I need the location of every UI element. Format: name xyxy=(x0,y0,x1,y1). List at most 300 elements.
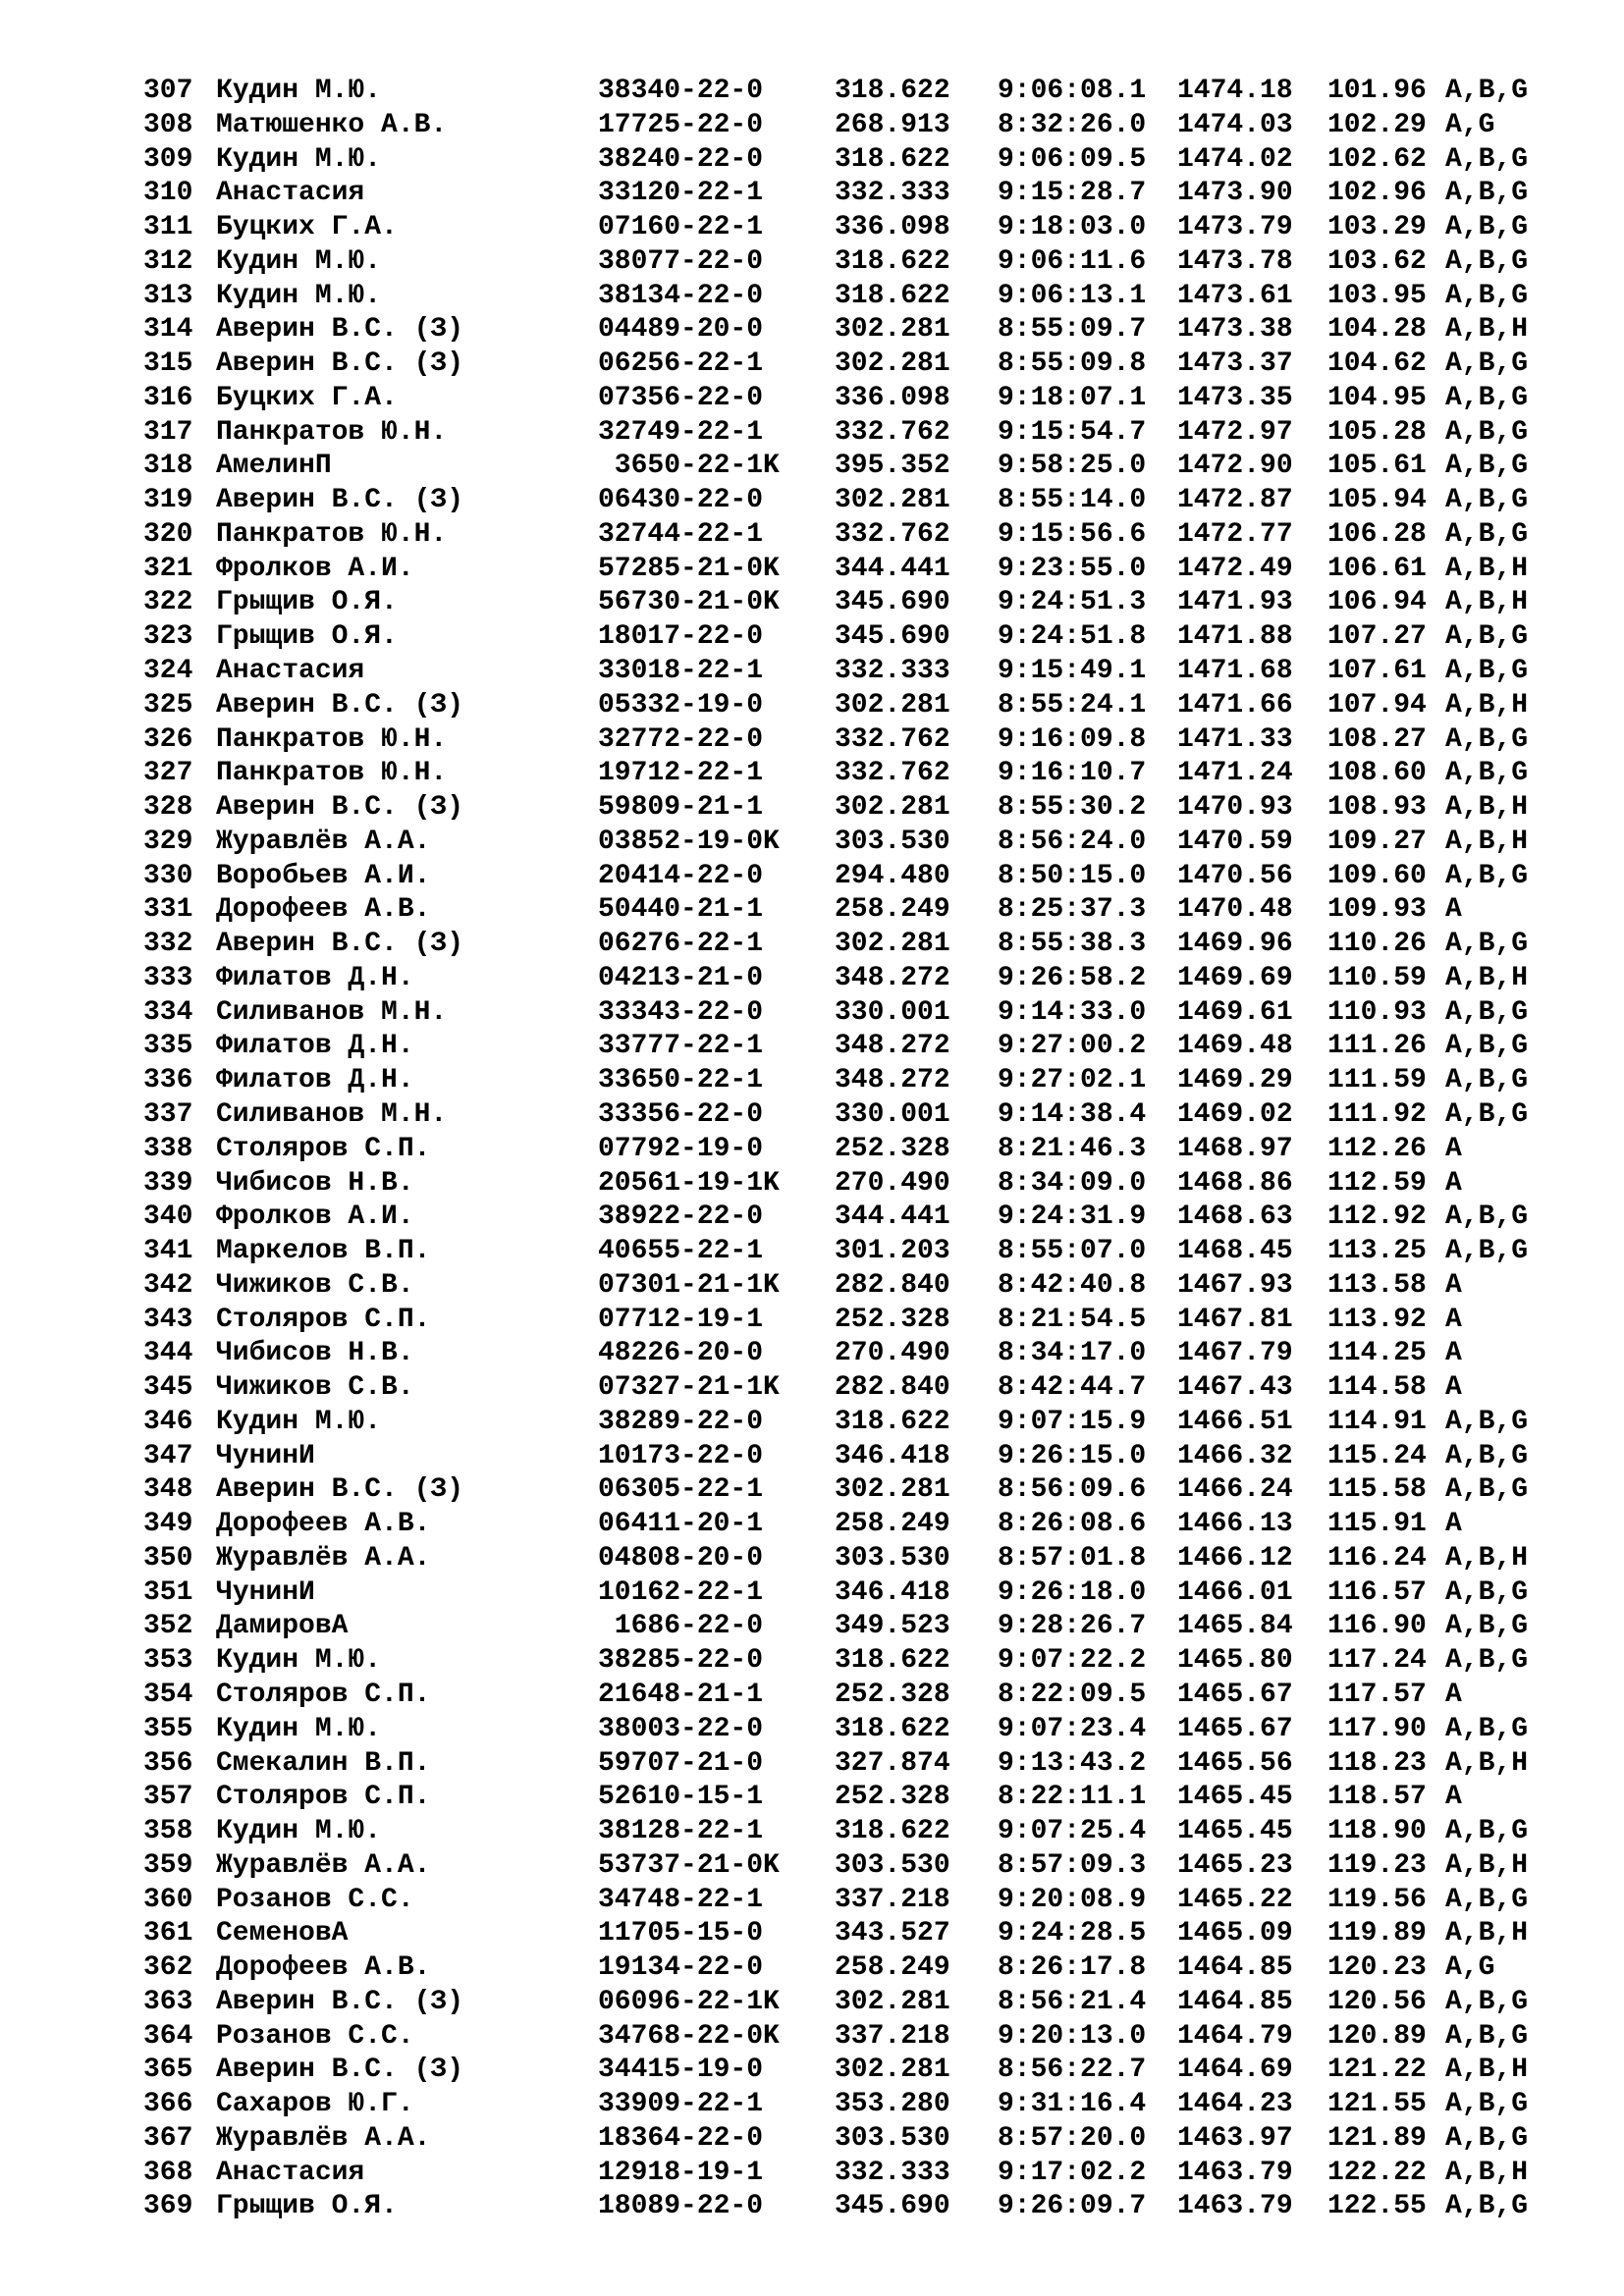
fancier-name-cell: Аверин В.С. (З) xyxy=(216,1474,464,1506)
groups-cell: A,B,H xyxy=(1445,553,1529,584)
fancier-name-cell: Чибисов Н.В. xyxy=(216,1338,414,1369)
table-row xyxy=(0,1440,1624,1474)
table-row xyxy=(0,1679,1624,1713)
distance-cell: 330.001 xyxy=(835,1098,950,1130)
arrival-time-cell: 8:21:54.5 xyxy=(998,1304,1147,1335)
arrival-time-cell: 9:18:07.1 xyxy=(998,382,1147,413)
fancier-name-cell: Силиванов М.Н. xyxy=(216,1098,448,1130)
arrival-time-cell: 9:06:08.1 xyxy=(998,76,1147,106)
arrival-time-cell: 9:27:00.2 xyxy=(998,1031,1147,1062)
ring-number-cell: 20414-22-0 xyxy=(598,860,764,891)
table-row xyxy=(0,1133,1624,1167)
fancier-name-cell: Журавлёв А.А. xyxy=(216,1849,431,1881)
coefficient-cell: 107.27 xyxy=(1327,621,1427,653)
distance-cell: 302.281 xyxy=(835,1986,950,2017)
fancier-name-cell: Грыщив О.Я. xyxy=(216,2191,398,2222)
ring-number-cell: 06305-22-1 xyxy=(598,1474,764,1506)
arrival-time-cell: 8:56:24.0 xyxy=(998,826,1147,857)
coefficient-cell: 117.24 xyxy=(1327,1645,1427,1677)
groups-cell: A,B,G xyxy=(1445,2020,1529,2052)
ring-number-cell: 07327-21-1K xyxy=(598,1372,780,1404)
fancier-name-cell: СеменовА xyxy=(216,1918,349,1949)
groups-cell: A,G xyxy=(1445,109,1495,140)
ring-number-cell: 06276-22-1 xyxy=(598,929,764,960)
coefficient-cell: 101.96 xyxy=(1327,76,1427,106)
distance-cell: 318.622 xyxy=(835,1406,950,1437)
place-cell: 307 xyxy=(143,76,193,106)
fancier-name-cell: Журавлёв А.А. xyxy=(216,1542,431,1574)
arrival-time-cell: 8:42:40.8 xyxy=(998,1269,1147,1301)
place-cell: 355 xyxy=(143,1713,193,1744)
place-cell: 327 xyxy=(143,758,193,789)
table-row xyxy=(0,109,1624,143)
place-cell: 310 xyxy=(143,178,193,209)
groups-cell: A,B,G xyxy=(1445,2191,1529,2222)
fancier-name-cell: Панкратов Ю.Н. xyxy=(216,416,448,448)
groups-cell: A,B,H xyxy=(1445,587,1529,618)
groups-cell: A,B,G xyxy=(1445,2089,1529,2120)
arrival-time-cell: 8:32:26.0 xyxy=(998,109,1147,140)
arrival-time-cell: 9:20:08.9 xyxy=(998,1884,1147,1915)
distance-cell: 268.913 xyxy=(835,109,950,140)
fancier-name-cell: Филатов Д.Н. xyxy=(216,1031,414,1062)
place-cell: 334 xyxy=(143,996,193,1028)
coefficient-cell: 106.61 xyxy=(1327,553,1427,584)
fancier-name-cell: Грыщив О.Я. xyxy=(216,587,398,618)
fancier-name-cell: Кудин М.Ю. xyxy=(216,143,382,175)
fancier-name-cell: Аверин В.С. (З) xyxy=(216,689,464,721)
speed-cell: 1472.49 xyxy=(1177,553,1293,584)
ring-number-cell: 07712-19-1 xyxy=(598,1304,764,1335)
groups-cell: A,B,G xyxy=(1445,1236,1529,1267)
coefficient-cell: 103.62 xyxy=(1327,245,1427,277)
fancier-name-cell: Дорофеев А.В. xyxy=(216,894,431,926)
ring-number-cell: 18089-22-0 xyxy=(598,2191,764,2222)
speed-cell: 1465.56 xyxy=(1177,1747,1293,1779)
ring-number-cell: 32772-22-0 xyxy=(598,723,764,755)
place-cell: 328 xyxy=(143,792,193,824)
coefficient-cell: 109.60 xyxy=(1327,860,1427,891)
table-row xyxy=(0,347,1624,382)
ring-number-cell: 04489-20-0 xyxy=(598,314,764,346)
place-cell: 369 xyxy=(143,2191,193,2222)
place-cell: 340 xyxy=(143,1201,193,1233)
speed-cell: 1472.97 xyxy=(1177,416,1293,448)
distance-cell: 336.098 xyxy=(835,212,950,243)
distance-cell: 345.690 xyxy=(835,2191,950,2222)
distance-cell: 336.098 xyxy=(835,382,950,413)
arrival-time-cell: 8:55:07.0 xyxy=(998,1236,1147,1267)
distance-cell: 270.490 xyxy=(835,1338,950,1369)
place-cell: 322 xyxy=(143,587,193,618)
speed-cell: 1470.48 xyxy=(1177,894,1293,926)
coefficient-cell: 120.89 xyxy=(1327,2020,1427,2052)
groups-cell: A,B,G xyxy=(1445,929,1529,960)
coefficient-cell: 111.59 xyxy=(1327,1065,1427,1096)
arrival-time-cell: 8:57:20.0 xyxy=(998,2122,1147,2154)
distance-cell: 332.333 xyxy=(835,656,950,687)
table-row xyxy=(0,791,1624,826)
table-row xyxy=(0,826,1624,860)
place-cell: 321 xyxy=(143,553,193,584)
coefficient-cell: 121.89 xyxy=(1327,2122,1427,2154)
distance-cell: 258.249 xyxy=(835,1952,950,1984)
coefficient-cell: 113.58 xyxy=(1327,1269,1427,1301)
distance-cell: 337.218 xyxy=(835,2020,950,2052)
place-cell: 341 xyxy=(143,1236,193,1267)
place-cell: 356 xyxy=(143,1747,193,1779)
ring-number-cell: 34415-19-0 xyxy=(598,2055,764,2086)
ring-number-cell: 38128-22-1 xyxy=(598,1816,764,1847)
speed-cell: 1467.43 xyxy=(1177,1372,1293,1404)
fancier-name-cell: АмелинП xyxy=(216,451,332,482)
groups-cell: A,B,G xyxy=(1445,1474,1529,1506)
groups-cell: A,B,G xyxy=(1445,1031,1529,1062)
distance-cell: 282.840 xyxy=(835,1269,950,1301)
arrival-time-cell: 9:17:02.2 xyxy=(998,2157,1147,2188)
speed-cell: 1467.79 xyxy=(1177,1338,1293,1369)
place-cell: 330 xyxy=(143,860,193,891)
place-cell: 352 xyxy=(143,1611,193,1642)
speed-cell: 1464.69 xyxy=(1177,2055,1293,2086)
groups-cell: A xyxy=(1445,1167,1462,1199)
arrival-time-cell: 9:06:11.6 xyxy=(998,245,1147,277)
fancier-name-cell: Дорофеев А.В. xyxy=(216,1952,431,1984)
table-row xyxy=(0,177,1624,211)
speed-cell: 1465.45 xyxy=(1177,1782,1293,1813)
arrival-time-cell: 8:50:15.0 xyxy=(998,860,1147,891)
table-row xyxy=(0,484,1624,518)
place-cell: 309 xyxy=(143,143,193,175)
place-cell: 315 xyxy=(143,348,193,380)
arrival-time-cell: 9:07:15.9 xyxy=(998,1406,1147,1437)
place-cell: 345 xyxy=(143,1372,193,1404)
coefficient-cell: 119.56 xyxy=(1327,1884,1427,1915)
table-row xyxy=(0,143,1624,178)
groups-cell: A xyxy=(1445,1133,1462,1164)
distance-cell: 258.249 xyxy=(835,894,950,926)
place-cell: 324 xyxy=(143,656,193,687)
table-row xyxy=(0,1542,1624,1576)
distance-cell: 252.328 xyxy=(835,1304,950,1335)
groups-cell: A,B,G xyxy=(1445,860,1529,891)
distance-cell: 327.874 xyxy=(835,1747,950,1779)
arrival-time-cell: 9:26:15.0 xyxy=(998,1440,1147,1471)
distance-cell: 302.281 xyxy=(835,2055,950,2086)
fancier-name-cell: Смекалин В.П. xyxy=(216,1747,431,1779)
distance-cell: 302.281 xyxy=(835,314,950,346)
coefficient-cell: 108.93 xyxy=(1327,792,1427,824)
distance-cell: 348.272 xyxy=(835,1031,950,1062)
coefficient-cell: 106.28 xyxy=(1327,518,1427,550)
fancier-name-cell: Аверин В.С. (З) xyxy=(216,485,464,516)
ring-number-cell: 38289-22-0 xyxy=(598,1406,764,1437)
fancier-name-cell: Аверин В.С. (З) xyxy=(216,348,464,380)
arrival-time-cell: 8:56:22.7 xyxy=(998,2055,1147,2086)
fancier-name-cell: Кудин М.Ю. xyxy=(216,76,382,106)
arrival-time-cell: 9:06:09.5 xyxy=(998,143,1147,175)
arrival-time-cell: 8:55:09.8 xyxy=(998,348,1147,380)
table-row xyxy=(0,553,1624,587)
distance-cell: 303.530 xyxy=(835,2122,950,2154)
groups-cell: A xyxy=(1445,1372,1462,1404)
arrival-time-cell: 8:26:17.8 xyxy=(998,1952,1147,1984)
place-cell: 349 xyxy=(143,1509,193,1540)
speed-cell: 1466.01 xyxy=(1177,1576,1293,1608)
coefficient-cell: 103.29 xyxy=(1327,212,1427,243)
table-row xyxy=(0,1713,1624,1747)
fancier-name-cell: Фролков А.И. xyxy=(216,553,414,584)
speed-cell: 1468.86 xyxy=(1177,1167,1293,1199)
groups-cell: A,B,G xyxy=(1445,996,1529,1028)
table-row xyxy=(0,382,1624,416)
ring-number-cell: 07792-19-0 xyxy=(598,1133,764,1164)
place-cell: 361 xyxy=(143,1918,193,1949)
ring-number-cell: 17725-22-0 xyxy=(598,109,764,140)
table-row xyxy=(0,689,1624,723)
fancier-name-cell: Журавлёв А.А. xyxy=(216,2122,431,2154)
fancier-name-cell: Кудин М.Ю. xyxy=(216,245,382,277)
table-row xyxy=(0,620,1624,655)
distance-cell: 282.840 xyxy=(835,1372,950,1404)
table-row xyxy=(0,416,1624,451)
table-row xyxy=(0,1508,1624,1542)
table-row xyxy=(0,860,1624,894)
speed-cell: 1471.24 xyxy=(1177,758,1293,789)
speed-cell: 1468.45 xyxy=(1177,1236,1293,1267)
groups-cell: A,B,G xyxy=(1445,1611,1529,1642)
ring-number-cell: 50440-21-1 xyxy=(598,894,764,926)
speed-cell: 1473.61 xyxy=(1177,280,1293,311)
place-cell: 347 xyxy=(143,1440,193,1471)
coefficient-cell: 104.28 xyxy=(1327,314,1427,346)
place-cell: 326 xyxy=(143,723,193,755)
arrival-time-cell: 9:26:18.0 xyxy=(998,1576,1147,1608)
coefficient-cell: 104.95 xyxy=(1327,382,1427,413)
distance-cell: 302.281 xyxy=(835,348,950,380)
fancier-name-cell: ЧунинИ xyxy=(216,1440,315,1471)
speed-cell: 1473.37 xyxy=(1177,348,1293,380)
ring-number-cell: 18364-22-0 xyxy=(598,2122,764,2154)
distance-cell: 344.441 xyxy=(835,1201,950,1233)
arrival-time-cell: 9:23:55.0 xyxy=(998,553,1147,584)
coefficient-cell: 112.92 xyxy=(1327,1201,1427,1233)
table-row xyxy=(0,1098,1624,1133)
distance-cell: 343.527 xyxy=(835,1918,950,1949)
distance-cell: 353.280 xyxy=(835,2089,950,2120)
speed-cell: 1463.97 xyxy=(1177,2122,1293,2154)
arrival-time-cell: 9:13:43.2 xyxy=(998,1747,1147,1779)
ring-number-cell: 33909-22-1 xyxy=(598,2089,764,2120)
arrival-time-cell: 9:14:38.4 xyxy=(998,1098,1147,1130)
place-cell: 317 xyxy=(143,416,193,448)
arrival-time-cell: 9:07:23.4 xyxy=(998,1713,1147,1744)
ring-number-cell: 06430-22-0 xyxy=(598,485,764,516)
fancier-name-cell: Столяров С.П. xyxy=(216,1679,431,1710)
ring-number-cell: 19712-22-1 xyxy=(598,758,764,789)
place-cell: 316 xyxy=(143,382,193,413)
fancier-name-cell: Аверин В.С. (З) xyxy=(216,792,464,824)
place-cell: 318 xyxy=(143,451,193,482)
speed-cell: 1464.79 xyxy=(1177,2020,1293,2052)
groups-cell: A xyxy=(1445,894,1462,926)
speed-cell: 1470.59 xyxy=(1177,826,1293,857)
place-cell: 359 xyxy=(143,1849,193,1881)
ring-number-cell: 04808-20-0 xyxy=(598,1542,764,1574)
distance-cell: 252.328 xyxy=(835,1679,950,1710)
groups-cell: A,G xyxy=(1445,1952,1495,1984)
ring-number-cell: 21648-21-1 xyxy=(598,1679,764,1710)
place-cell: 360 xyxy=(143,1884,193,1915)
table-row xyxy=(0,2088,1624,2122)
arrival-time-cell: 8:56:09.6 xyxy=(998,1474,1147,1506)
fancier-name-cell: Аверин В.С. (З) xyxy=(216,1986,464,2017)
distance-cell: 258.249 xyxy=(835,1509,950,1540)
ring-number-cell: 07356-22-0 xyxy=(598,382,764,413)
fancier-name-cell: Фролков А.И. xyxy=(216,1201,414,1233)
arrival-time-cell: 8:57:01.8 xyxy=(998,1542,1147,1574)
coefficient-cell: 111.26 xyxy=(1327,1031,1427,1062)
distance-cell: 252.328 xyxy=(835,1133,950,1164)
groups-cell: A,B,G xyxy=(1445,76,1529,106)
place-cell: 320 xyxy=(143,518,193,550)
speed-cell: 1467.81 xyxy=(1177,1304,1293,1335)
fancier-name-cell: Кудин М.Ю. xyxy=(216,1645,382,1677)
coefficient-cell: 117.57 xyxy=(1327,1679,1427,1710)
coefficient-cell: 116.90 xyxy=(1327,1611,1427,1642)
arrival-time-cell: 9:24:31.9 xyxy=(998,1201,1147,1233)
place-cell: 344 xyxy=(143,1338,193,1369)
ring-number-cell: 06096-22-1K xyxy=(598,1986,780,2017)
groups-cell: A,B,G xyxy=(1445,1986,1529,2017)
groups-cell: A,B,G xyxy=(1445,621,1529,653)
speed-cell: 1471.88 xyxy=(1177,621,1293,653)
fancier-name-cell: Чижиков С.В. xyxy=(216,1372,414,1404)
speed-cell: 1472.77 xyxy=(1177,518,1293,550)
arrival-time-cell: 8:26:08.6 xyxy=(998,1509,1147,1540)
ring-number-cell: 03852-19-0K xyxy=(598,826,780,857)
coefficient-cell: 102.62 xyxy=(1327,143,1427,175)
fancier-name-cell: Кудин М.Ю. xyxy=(216,280,382,311)
groups-cell: A,B,G xyxy=(1445,280,1529,311)
coefficient-cell: 113.92 xyxy=(1327,1304,1427,1335)
ring-number-cell: 07301-21-1K xyxy=(598,1269,780,1301)
coefficient-cell: 112.26 xyxy=(1327,1133,1427,1164)
table-row xyxy=(0,586,1624,620)
groups-cell: A,B,G xyxy=(1445,348,1529,380)
groups-cell: A,B,G xyxy=(1445,1065,1529,1096)
speed-cell: 1471.93 xyxy=(1177,587,1293,618)
table-row xyxy=(0,757,1624,791)
ring-number-cell: 10162-22-1 xyxy=(598,1576,764,1608)
groups-cell: A,B,G xyxy=(1445,382,1529,413)
arrival-time-cell: 9:15:54.7 xyxy=(998,416,1147,448)
place-cell: 337 xyxy=(143,1098,193,1130)
groups-cell: A,B,G xyxy=(1445,1201,1529,1233)
table-row xyxy=(0,1201,1624,1235)
place-cell: 314 xyxy=(143,314,193,346)
groups-cell: A xyxy=(1445,1338,1462,1369)
arrival-time-cell: 8:42:44.7 xyxy=(998,1372,1147,1404)
ring-number-cell: 38240-22-0 xyxy=(598,143,764,175)
place-cell: 353 xyxy=(143,1645,193,1677)
ring-number-cell: 57285-21-0K xyxy=(598,553,780,584)
ring-number-cell: 52610-15-1 xyxy=(598,1782,764,1813)
table-row xyxy=(0,1235,1624,1269)
place-cell: 351 xyxy=(143,1576,193,1608)
fancier-name-cell: Столяров С.П. xyxy=(216,1304,431,1335)
arrival-time-cell: 8:57:09.3 xyxy=(998,1849,1147,1881)
distance-cell: 318.622 xyxy=(835,1713,950,1744)
fancier-name-cell: Буцких Г.А. xyxy=(216,212,398,243)
table-row xyxy=(0,2054,1624,2088)
speed-cell: 1467.93 xyxy=(1177,1269,1293,1301)
table-row xyxy=(0,893,1624,928)
table-row xyxy=(0,1781,1624,1815)
table-row xyxy=(0,2157,1624,2191)
ring-number-cell: 06256-22-1 xyxy=(598,348,764,380)
arrival-time-cell: 8:55:09.7 xyxy=(998,314,1147,346)
place-cell: 332 xyxy=(143,929,193,960)
speed-cell: 1473.35 xyxy=(1177,382,1293,413)
table-row xyxy=(0,1167,1624,1201)
coefficient-cell: 118.90 xyxy=(1327,1816,1427,1847)
arrival-time-cell: 9:31:16.4 xyxy=(998,2089,1147,2120)
coefficient-cell: 107.94 xyxy=(1327,689,1427,721)
groups-cell: A,B,G xyxy=(1445,1576,1529,1608)
table-row xyxy=(0,450,1624,484)
fancier-name-cell: Розанов С.С. xyxy=(216,2020,414,2052)
distance-cell: 252.328 xyxy=(835,1782,950,1813)
speed-cell: 1463.79 xyxy=(1177,2191,1293,2222)
groups-cell: A,B,H xyxy=(1445,689,1529,721)
table-row xyxy=(0,280,1624,314)
distance-cell: 301.203 xyxy=(835,1236,950,1267)
place-cell: 364 xyxy=(143,2020,193,2052)
ring-number-cell: 19134-22-0 xyxy=(598,1952,764,1984)
ring-number-cell: 11705-15-0 xyxy=(598,1918,764,1949)
groups-cell: A,B,H xyxy=(1445,826,1529,857)
speed-cell: 1466.12 xyxy=(1177,1542,1293,1574)
place-cell: 366 xyxy=(143,2089,193,2120)
arrival-time-cell: 9:24:51.3 xyxy=(998,587,1147,618)
table-row xyxy=(0,211,1624,245)
table-row xyxy=(0,1337,1624,1371)
coefficient-cell: 106.94 xyxy=(1327,587,1427,618)
arrival-time-cell: 9:14:33.0 xyxy=(998,996,1147,1028)
ring-number-cell: 33356-22-0 xyxy=(598,1098,764,1130)
groups-cell: A,B,G xyxy=(1445,1098,1529,1130)
arrival-time-cell: 9:07:25.4 xyxy=(998,1816,1147,1847)
arrival-time-cell: 8:55:14.0 xyxy=(998,485,1147,516)
distance-cell: 302.281 xyxy=(835,485,950,516)
coefficient-cell: 122.22 xyxy=(1327,2157,1427,2188)
fancier-name-cell: Филатов Д.Н. xyxy=(216,1065,414,1096)
table-row xyxy=(0,1644,1624,1679)
table-row xyxy=(0,1747,1624,1782)
distance-cell: 348.272 xyxy=(835,962,950,993)
speed-cell: 1474.02 xyxy=(1177,143,1293,175)
ring-number-cell: 34748-22-1 xyxy=(598,1884,764,1915)
arrival-time-cell: 8:21:46.3 xyxy=(998,1133,1147,1164)
coefficient-cell: 104.62 xyxy=(1327,348,1427,380)
table-row xyxy=(0,1030,1624,1064)
place-cell: 329 xyxy=(143,826,193,857)
distance-cell: 332.762 xyxy=(835,518,950,550)
distance-cell: 318.622 xyxy=(835,245,950,277)
distance-cell: 332.333 xyxy=(835,2157,950,2188)
speed-cell: 1469.02 xyxy=(1177,1098,1293,1130)
